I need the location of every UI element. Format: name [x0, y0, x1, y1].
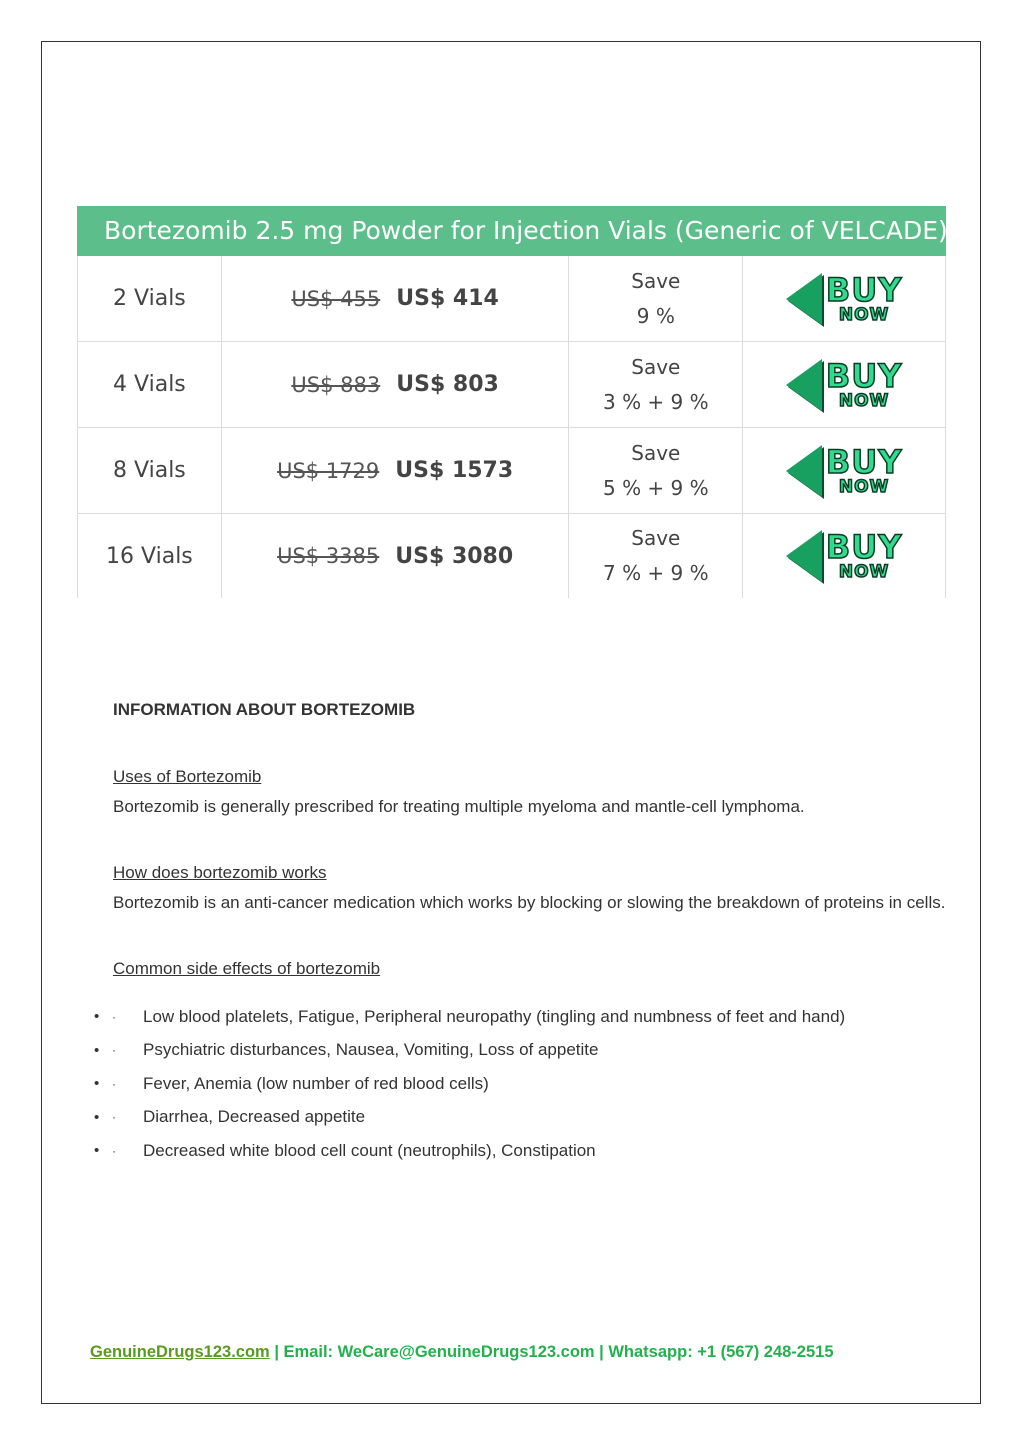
save-label: Save	[631, 526, 681, 550]
now-label: NOW	[838, 476, 890, 497]
buy-label: BUY	[825, 528, 903, 566]
side-effects-heading: Common side effects of bortezomib	[113, 959, 381, 978]
table-row	[77, 256, 946, 342]
now-label: NOW	[838, 390, 890, 411]
price-cell	[222, 428, 570, 513]
uses-text: Bortezomib is generally prescribed for treating multiple myeloma and mantle-cell lymphoma.	[113, 797, 805, 816]
buy-cell	[743, 342, 946, 427]
side-effect-text: Fever, Anemia (low number of red blood cells)	[143, 1073, 489, 1093]
info-section	[113, 700, 953, 979]
price-cell	[222, 514, 570, 598]
save-label: Save	[631, 354, 681, 379]
dot-icon: ·	[112, 1043, 116, 1058]
buy-cell	[743, 428, 946, 513]
list-item	[94, 1034, 845, 1068]
arrow-left-icon	[786, 273, 822, 325]
savings-cell	[569, 428, 743, 513]
save-value: 3 % + 9 %	[602, 389, 709, 414]
old-price: US$ 883	[291, 372, 381, 397]
arrow-left-icon	[786, 359, 822, 411]
list-item	[94, 1000, 845, 1034]
table-title: Bortezomib 2.5 mg Powder for Injection Vials (Generic of VELCADE)	[77, 206, 946, 256]
quantity-cell: 8 Vials	[78, 428, 222, 513]
arrow-left-icon	[786, 445, 822, 497]
bullet-icon: •	[94, 1142, 100, 1160]
buy-label: BUY	[825, 356, 903, 395]
price-table	[77, 206, 946, 598]
bullet-icon: •	[94, 1108, 100, 1126]
buy-now-button[interactable]	[786, 270, 903, 325]
new-price: US$ 3080	[395, 543, 514, 569]
old-price: US$ 3385	[277, 544, 380, 568]
list-item	[94, 1101, 845, 1135]
buy-cell	[743, 256, 946, 341]
dot-icon: ·	[112, 1076, 116, 1091]
arrow-left-icon	[786, 530, 822, 582]
footer	[90, 1343, 834, 1362]
buy-now-button[interactable]	[786, 356, 903, 411]
quantity-cell: 2 Vials	[78, 256, 222, 341]
bullet-icon: •	[94, 1041, 100, 1059]
how-heading: How does bortezomib works	[113, 863, 327, 882]
how-text: Bortezomib is an anti-cancer medication which works by blocking or slowing the breakdown of proteins in cells.	[113, 893, 946, 912]
info-title: INFORMATION ABOUT BORTEZOMIB	[113, 700, 416, 719]
price-cell	[222, 342, 570, 427]
buy-now-button[interactable]	[786, 442, 903, 497]
save-label: Save	[631, 268, 681, 293]
old-price: US$ 1729	[277, 458, 380, 483]
bullet-icon: •	[94, 1008, 100, 1026]
site-link[interactable]: GenuineDrugs123.com	[90, 1343, 270, 1361]
new-price: US$ 803	[396, 372, 499, 397]
table-row	[77, 342, 946, 428]
side-effect-text: Low blood platelets, Fatigue, Peripheral neuropathy (tingling and numbness of feet and hand)	[143, 1006, 846, 1026]
old-price: US$ 455	[291, 286, 381, 311]
side-effect-text: Diarrhea, Decreased appetite	[143, 1107, 366, 1127]
buy-label: BUY	[825, 442, 903, 481]
side-effect-text: Decreased white blood cell count (neutrophils), Constipation	[143, 1140, 596, 1160]
now-label: NOW	[838, 562, 890, 582]
price-cell	[222, 256, 570, 341]
save-value: 9 %	[636, 303, 675, 328]
buy-label: BUY	[825, 270, 903, 309]
savings-cell	[569, 514, 743, 598]
dot-icon: ·	[112, 1143, 116, 1158]
list-item	[94, 1134, 845, 1168]
now-label: NOW	[838, 304, 890, 325]
table-row	[77, 428, 946, 514]
dot-icon: ·	[112, 1110, 116, 1125]
dot-icon: ·	[112, 1009, 116, 1024]
contact-info: | Email: WeCare@GenuineDrugs123.com | Whatsapp: +1 (567) 248-2515	[269, 1343, 834, 1361]
savings-cell	[569, 256, 743, 341]
quantity-cell: 16 Vials	[78, 514, 222, 598]
quantity-cell: 4 Vials	[78, 342, 222, 427]
new-price: US$ 414	[396, 286, 499, 311]
save-value: 7 % + 9 %	[602, 561, 709, 585]
uses-heading: Uses of Bortezomib	[113, 767, 262, 786]
table-row	[77, 514, 946, 598]
buy-now-button[interactable]	[786, 530, 903, 582]
side-effects-list	[94, 1000, 845, 1168]
save-value: 5 % + 9 %	[602, 475, 709, 500]
new-price: US$ 1573	[395, 458, 514, 483]
save-label: Save	[631, 440, 681, 465]
list-item	[94, 1067, 845, 1101]
side-effect-text: Psychiatric disturbances, Nausea, Vomiting, Loss of appetite	[143, 1040, 599, 1060]
savings-cell	[569, 342, 743, 427]
bullet-icon: •	[94, 1075, 100, 1093]
buy-cell	[743, 514, 946, 598]
